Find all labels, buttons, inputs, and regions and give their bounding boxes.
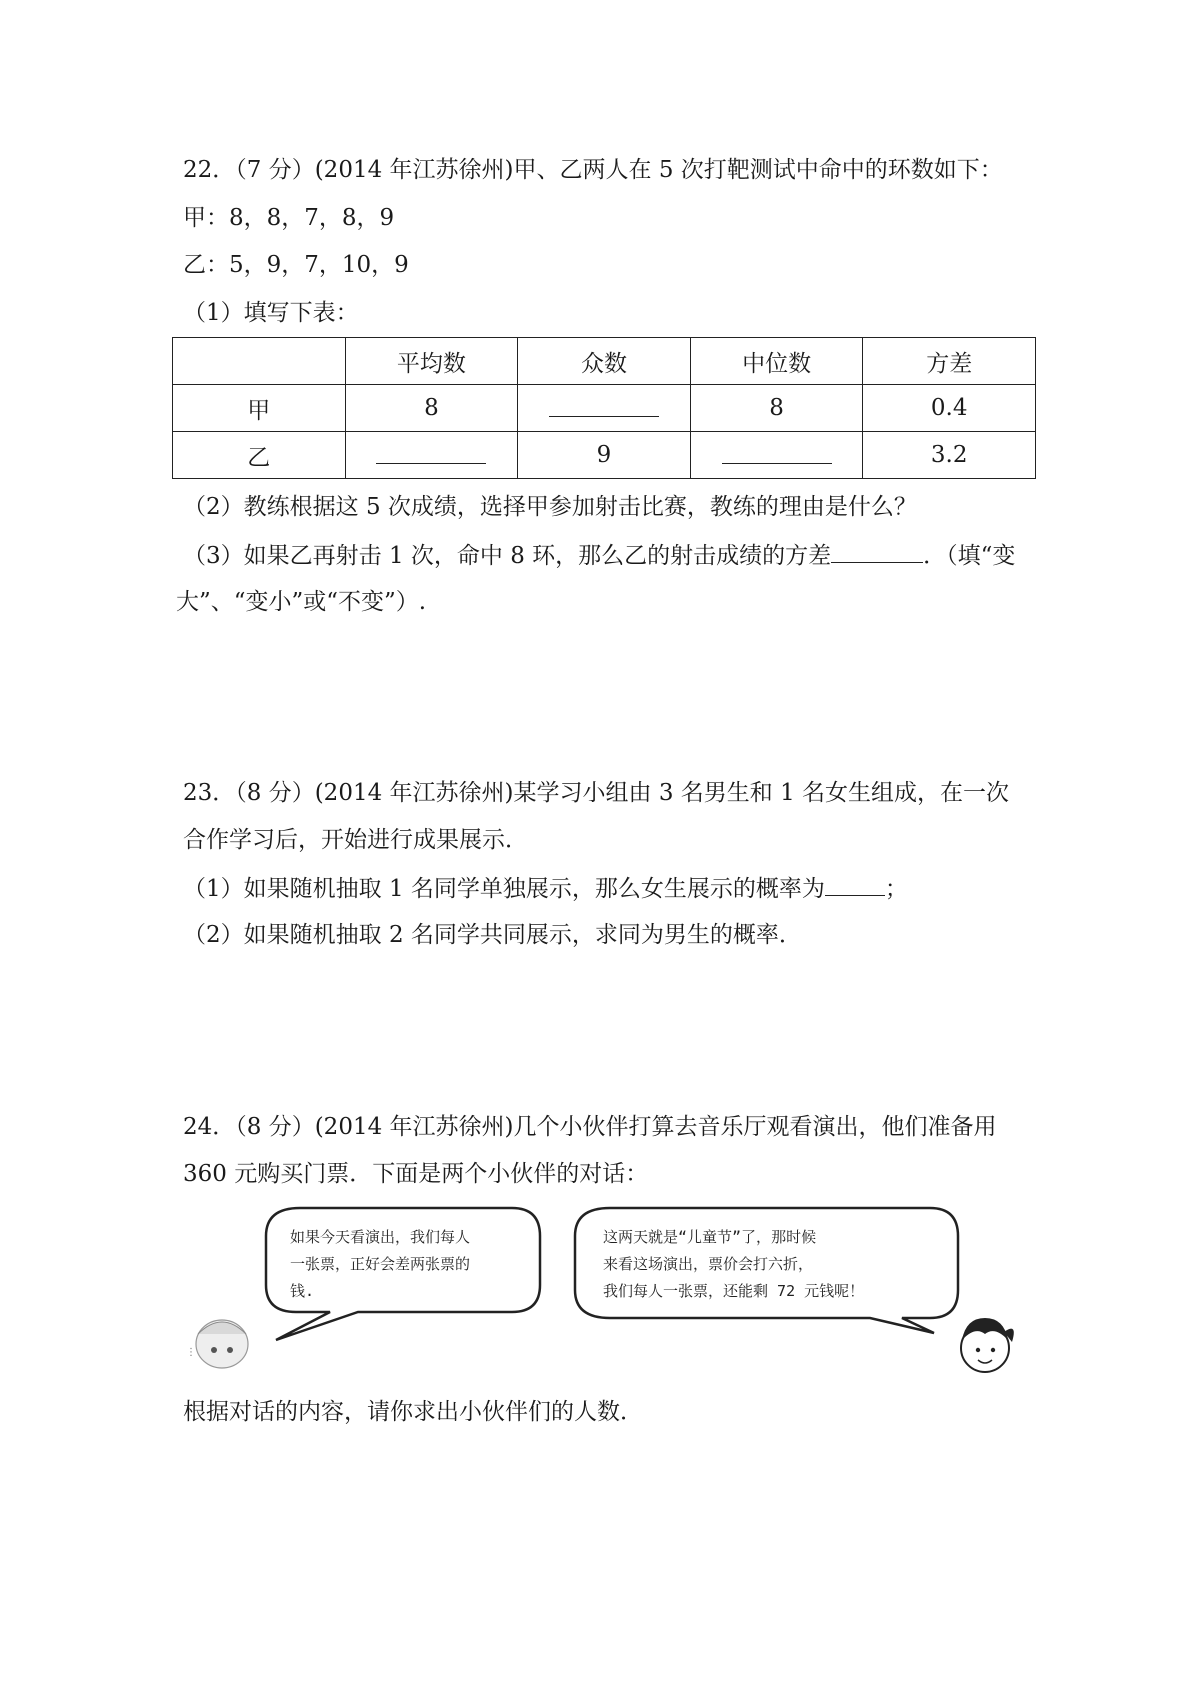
q24-title-cont: 360 元购买门票．下面是两个小伙伴的对话：: [183, 1161, 649, 1187]
row-label: 甲: [173, 385, 346, 432]
q24-title: 24．（8 分）(2014 年江苏徐州)几个小伙伴打算去音乐厅观看演出，他们准备用: [183, 1114, 997, 1140]
cell-median: 8: [690, 385, 863, 432]
q22-jia-scores: 甲：8，8，7，8，9: [183, 205, 395, 231]
table-header-cell: 平均数: [345, 338, 518, 385]
q23-title: 23．（8 分）(2014 年江苏徐州)某学习小组由 3 名男生和 1 名女生组成，在一次: [183, 780, 1010, 806]
q22-part2: （2）教练根据这 5 次成绩，选择甲参加射击比赛，教练的理由是什么？: [183, 494, 917, 520]
child-face-left-icon: [186, 1320, 248, 1368]
bubble-right-line: 来看这场演出，票价会打六折，: [603, 1255, 814, 1273]
table-header-cell: 中位数: [690, 338, 863, 385]
q22-title: 22．（7 分）(2014 年江苏徐州)甲、乙两人在 5 次打靶测试中命中的环数如下：: [183, 157, 1003, 183]
q22-part1: （1）填写下表：: [183, 300, 359, 326]
child-face-right-icon: [961, 1318, 1014, 1372]
table-header-cell: 众数: [518, 338, 691, 385]
bubble-left-line: 如果今天看演出，我们每人: [290, 1228, 471, 1246]
q22-yi-scores: 乙：5，9，7，10，9: [183, 252, 409, 278]
svg-text:⋮: ⋮: [186, 1347, 196, 1358]
q23-part1-text: （1）如果随机抽取 1 名同学单独展示，那么女生展示的概率为: [183, 876, 825, 902]
q23-part1-tail: ；: [884, 876, 908, 902]
bubble-right-line: 我们每人一张票，还能剩 72 元钱呢！: [603, 1282, 865, 1300]
bubble-left-line: 一张票，正好会差两张票的: [290, 1255, 471, 1273]
cell-variance: 0.4: [863, 385, 1036, 432]
cell-mean: 8: [345, 385, 518, 432]
q23-part2: （2）如果随机抽取 2 名同学共同展示，求同为男生的概率．: [183, 922, 802, 948]
table-header-cell: 方差: [863, 338, 1036, 385]
row-label: 乙: [173, 432, 346, 479]
cell-mode: 9: [518, 432, 691, 479]
q22-part3-text: （3）如果乙再射击 1 次，命中 8 环，那么乙的射击成绩的方差: [183, 543, 832, 569]
bubble-left-line: 钱.: [290, 1282, 315, 1300]
q23-title-cont: 合作学习后，开始进行成果展示．: [183, 827, 528, 853]
bubble-right-line: 这两天就是“儿童节”了，那时候: [603, 1228, 817, 1246]
q24-question: 根据对话的内容，请你求出小伙伴们的人数．: [183, 1399, 643, 1425]
q22-part3-cont: 大”、“变小”或“不变”）.: [176, 589, 427, 615]
cell-variance: 3.2: [863, 432, 1036, 479]
q22-part3-tail: ．（填“变: [923, 543, 1016, 569]
